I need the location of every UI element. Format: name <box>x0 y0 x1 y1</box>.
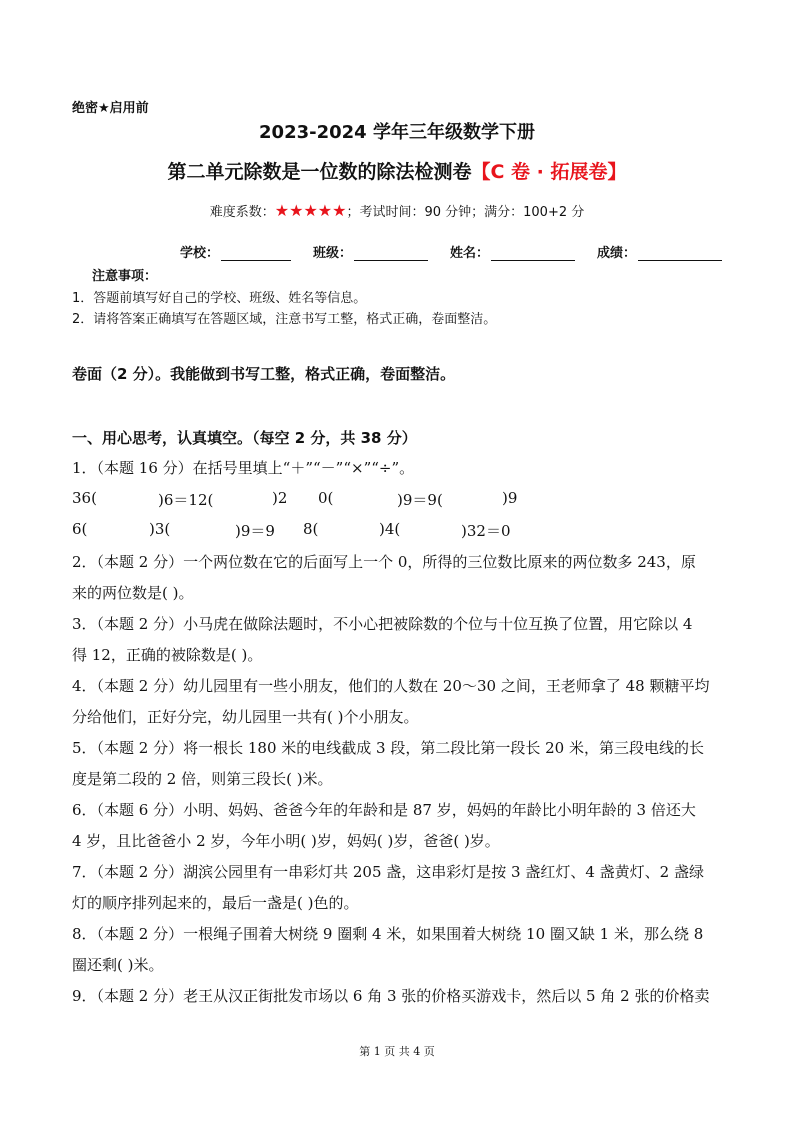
question-line: 9．（本题 2 分）老王从汉正街批发市场以 6 角 3 张的价格买游戏卡，然后以 5 角 2 张的价格卖 <box>72 987 710 1005</box>
exam-title <box>0 157 794 184</box>
page-footer: 第 1 页 共 4 页 <box>359 1045 435 1058</box>
question-line: 3．（本题 2 分）小马虎在做除法题时，不小心把被除数的个位与十位互换了位置，用它除以 4 <box>72 615 693 633</box>
exam-title-main: 第二单元除数是一位数的除法检测卷 <box>167 161 472 183</box>
question-line: 6．（本题 6 分）小明、妈妈、爸爸今年的年龄和是 87 岁，妈妈的年龄比小明年龄的 3 倍还大 <box>72 801 696 819</box>
school-field[interactable] <box>180 242 291 261</box>
name-blank[interactable] <box>491 246 575 261</box>
equation-part: )6＝12( <box>158 491 214 509</box>
score-field-label: 成绩： <box>597 246 637 261</box>
score-field[interactable] <box>597 242 722 261</box>
notice-item: 1．答题前填写好自己的学校、班级、姓名等信息。 <box>72 291 367 306</box>
question-line: 2．（本题 2 分）一个两位数在它的后面写上一个 0，所得的三位数比原来的两位数多 243，原 <box>72 553 696 571</box>
class-blank[interactable] <box>354 246 428 261</box>
exam-title-volume: 【C 卷 · 拓展卷】 <box>471 161 627 183</box>
question-line: 分给他们，正好分完，幼儿园里一共有( )个小朋友。 <box>72 708 419 726</box>
question-line: 圈还剩( )米。 <box>72 956 164 974</box>
equation-part: 6( <box>72 520 88 538</box>
equation-part: )9 <box>502 489 518 507</box>
section-heading: 一、用心思考，认真填空。（每空 2 分，共 38 分） <box>72 429 417 447</box>
notice-heading: 注意事项： <box>92 269 158 284</box>
class-field-label: 班级： <box>313 246 353 261</box>
equation-part: )32＝0 <box>461 522 511 540</box>
equation-part: )9＝9( <box>397 491 443 509</box>
school-field-label: 学校： <box>180 246 220 261</box>
question-line: 8．（本题 2 分）一根绳子围着大树绕 9 圈剩 4 米，如果围着大树绕 10 圈又缺 1 米，那么绕 8 <box>72 925 704 943</box>
class-field[interactable] <box>313 242 428 261</box>
exam-info: ；考试时间：90 分钟；满分：100+2 分 <box>346 205 585 220</box>
name-field[interactable] <box>450 242 575 261</box>
question-line: 5．（本题 2 分）将一根长 180 米的电线截成 3 段，第二段比第一段长 20 米，第三段电线的长 <box>72 739 704 757</box>
question-line: 度是第二段的 2 倍，则第三段长( )米。 <box>72 770 333 788</box>
question-line: 来的两位数是( )。 <box>72 584 194 602</box>
equation-part: )3( <box>149 520 171 538</box>
equation-part: 36( <box>72 489 97 507</box>
school-blank[interactable] <box>221 246 291 261</box>
question-line: 得 12，正确的被除数是( )。 <box>72 646 263 664</box>
exam-title-year: 2023-2024 学年三年级数学下册 <box>259 122 535 143</box>
question-1-stem: 1．（本题 16 分）在括号里填上“＋”“－”“×”“÷”。 <box>72 459 415 477</box>
neatness-statement: 卷面（2 分）。我能做到书写工整，格式正确，卷面整洁。 <box>72 365 456 383</box>
exam-meta <box>0 201 794 220</box>
equation-part: )2 <box>272 489 288 507</box>
name-field-label: 姓名： <box>450 246 490 261</box>
equation-part: 8( <box>303 520 319 538</box>
question-line: 灯的顺序排列起来的，最后一盏是( )色的。 <box>72 894 359 912</box>
difficulty-label: 难度系数： <box>209 205 275 220</box>
secret-label: 绝密★启用前 <box>72 101 149 116</box>
score-blank[interactable] <box>638 246 722 261</box>
equation-part: )4( <box>379 520 401 538</box>
student-info-fields <box>180 242 744 261</box>
equation-part: )9＝9 <box>235 522 275 540</box>
question-line: 4 岁，且比爸爸小 2 岁，今年小明( )岁，妈妈( )岁，爸爸( )岁。 <box>72 832 500 850</box>
equation-part: 0( <box>318 489 334 507</box>
question-line: 4．（本题 2 分）幼儿园里有一些小朋友，他们的人数在 20～30 之间，王老师拿了 48 颗糖平均 <box>72 677 710 695</box>
notice-item: 2．请将答案正确填写在答题区域，注意书写工整，格式正确，卷面整洁。 <box>72 312 497 327</box>
question-line: 7．（本题 2 分）湖滨公园里有一串彩灯共 205 盏，这串彩灯是按 3 盏红灯、4 盏黄灯、2 盏绿 <box>72 863 704 881</box>
difficulty-stars-icon: ★★★★★ <box>274 201 347 220</box>
